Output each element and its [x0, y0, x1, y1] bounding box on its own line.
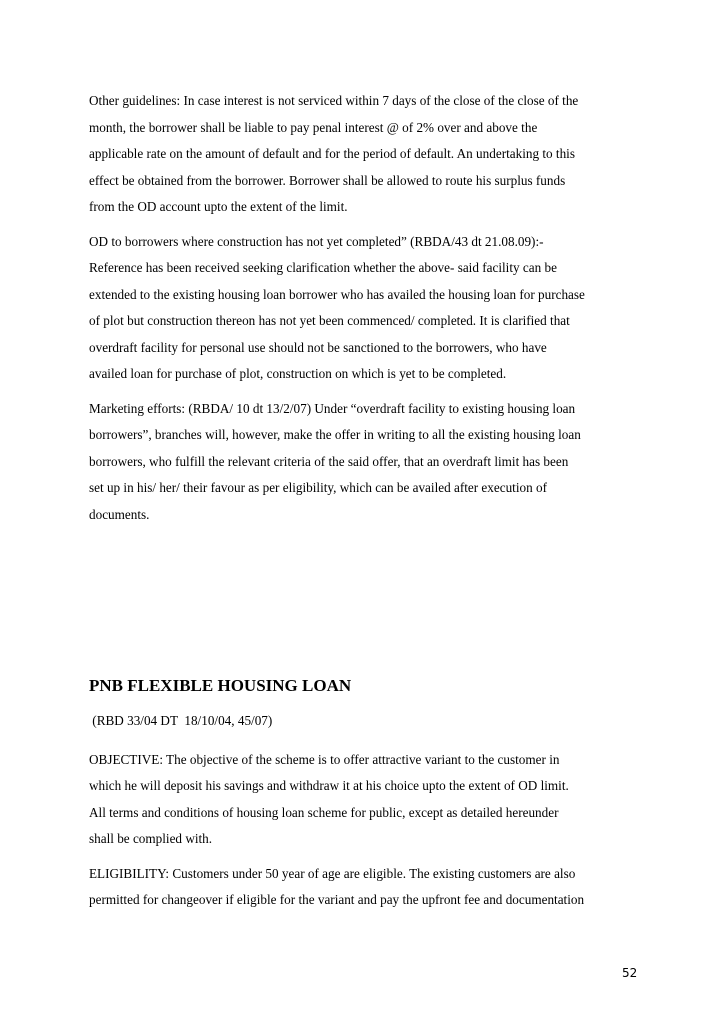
- text-line: which he will deposit his savings and withdraw it at his choice upto the extent of OD limit.: [89, 778, 569, 793]
- paragraph-other-guidelines: [89, 88, 649, 221]
- text-line: set up in his/ her/ their favour as per eligibility, which can be availed after execution of: [89, 480, 547, 495]
- page-number: 52: [622, 966, 638, 980]
- text-line: borrowers”, branches will, however, make the offer in writing to all the existing housing loan: [89, 427, 581, 442]
- section-reference: [89, 708, 649, 735]
- text-line: shall be complied with.: [89, 831, 213, 846]
- text-line: borrowers, who fulfill the relevant criteria of the said offer, that an overdraft limit has been: [89, 453, 569, 469]
- text-line: Marketing efforts: (RBDA/ 10 dt 13/2/07) Under “overdraft facility to existing housing loan: [89, 400, 576, 416]
- text-line: of plot but construction thereon has not yet been commenced/ completed. It is clarified that: [89, 313, 570, 328]
- text-line: documents.: [89, 506, 150, 522]
- text-line: All terms and conditions of housing loan scheme for public, except as detailed hereunder: [89, 804, 559, 820]
- text-line: month, the borrower shall be liable to pay penal interest @ of 2% over and above the: [89, 119, 538, 135]
- text-line: permitted for changeover if eligible for the variant and pay the upfront fee and documentation: [89, 892, 585, 907]
- reference-text: (RBD 33/04 DT 18/10/04, 45/07): [89, 713, 273, 728]
- text-line: Other guidelines: In case interest is not serviced within 7 days of the close of the close of the: [89, 93, 579, 108]
- document-page: [89, 88, 649, 922]
- top-paragraphs: [89, 88, 649, 528]
- paragraph-eligibility: [89, 861, 649, 914]
- text-line: extended to the existing housing loan borrower who has availed the housing loan for purchase: [89, 286, 585, 302]
- text-line: from the OD account upto the extent of the limit.: [89, 199, 348, 214]
- text-line: availed loan for purchase of plot, construction on which is yet to be completed.: [89, 366, 507, 381]
- text-line: applicable rate on the amount of default and for the period of default. An undertaking to this: [89, 146, 575, 161]
- text-line: ELIGIBILITY: Customers under 50 year of age are eligible. The existing customers are also: [89, 865, 576, 881]
- paragraph-marketing-efforts: [89, 396, 649, 529]
- paragraph-od-construction: [89, 229, 649, 388]
- paragraph-objective: [89, 747, 649, 853]
- blank-space: [89, 536, 649, 674]
- text-line: OBJECTIVE: The objective of the scheme is to offer attractive variant to the customer in: [89, 751, 560, 767]
- text-line: overdraft facility for personal use should not be sanctioned to the borrowers, who have: [89, 339, 547, 355]
- text-line: effect be obtained from the borrower. Borrower shall be allowed to route his surplus funds: [89, 172, 566, 188]
- text-line: OD to borrowers where construction has not yet completed” (RBDA/43 dt 21.08.09):-: [89, 233, 544, 249]
- section-flexible-housing-loan: [89, 674, 649, 914]
- section-heading: PNB FLEXIBLE HOUSING LOAN: [89, 676, 352, 695]
- text-line: Reference has been received seeking clarification whether the above- said facility can be: [89, 260, 557, 275]
